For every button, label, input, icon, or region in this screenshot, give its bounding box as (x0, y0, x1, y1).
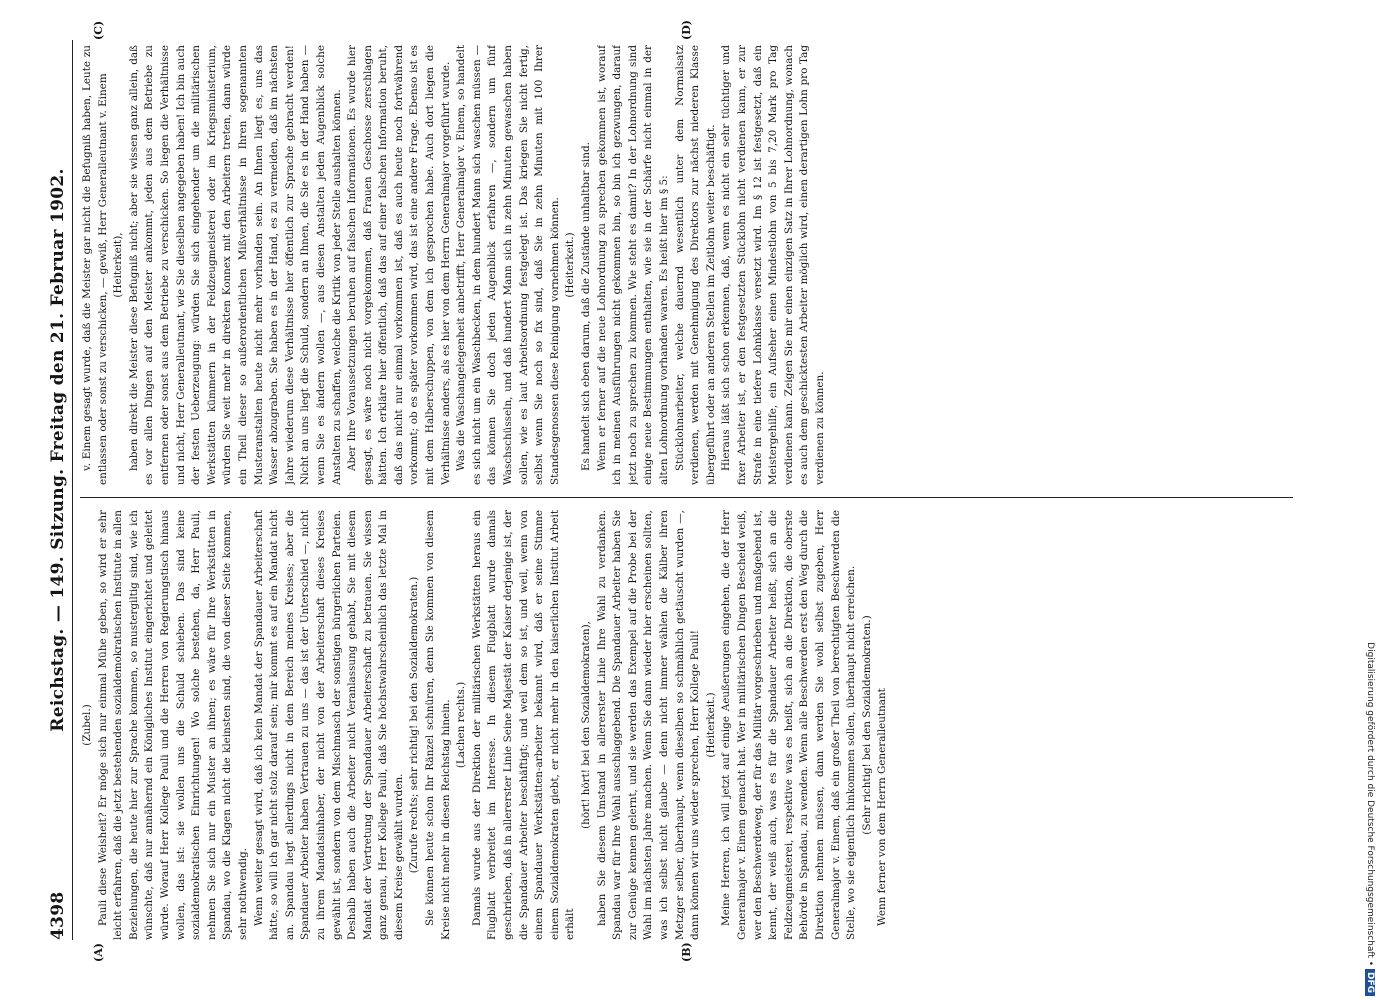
dfg-logo: DFG (1365, 969, 1375, 996)
right-paragraph: haben direkt die Meister diese Befugniß nicht; aber sie wissen ganz allein, daß es vor allen Dingen auf den Meister ankommt, jeden aus dem Betriebe zu entfernen oder sonst aus dem Betriebe zu verschicken. So liegen die Verhältnisse und nicht, Herr Generalleutnant, wie Sie dieselben angegeben haben! Ich bin auch der festen Ueberzeugung: würden Sie sich eingehender um die militärischen Werkstätten kümmern in der Feldzeugmeisterei oder im Kriegsministerium, würden Sie weit mehr in direkten Konnex mit den Arbeitern treten, dann würde ein Theil dieser so außerordentlichen Mißverhältnisse in Ihren sogenannten Musteranstalten heute nicht mehr vorhanden sein. An Ihnen liegt es, uns das Wasser abzugraben. Sie haben es in der Hand, es zu vermeiden, daß im nächsten Jahre wiederum diese Verhältnisse hier öffentlich zur Sprache gebracht werden! Nicht an uns liegt die Schuld, sondern an Ihnen, die Sie es in der Hand haben — wenn Sie es ändern wollen —, aus diesen Anstalten jeden Augenblick solche Anstalten zu schaffen, welche die Kritik von jeder Stelle aushalten können. (127, 45, 343, 485)
right-paragraph: Wenn er ferner auf die neue Lohnordnung zu sprechen gekommen ist, worauf ich in meinen Ausführungen nicht gekommen bin, so bin ich gezwungen, darauf jetzt noch zu sprechen zu kommen. Wie steht es damit? In der Lohnordnung sind einige neue Bestimmungen enthalten, wie sie in der Schärfe nicht einmal in der alten Lohnordnung vorhanden waren. Es heißt hier im § 5: (595, 45, 670, 485)
right-column (80, 45, 1293, 485)
left-paragraph: (Lachen rechts.) (455, 681, 468, 769)
left-paragraph: (Sehr richtig! bei den Sozialdemokraten.) (860, 615, 873, 835)
page-title: Reichstag. — 149. Sitzung. Freitag den 21. Februar 1902. (48, 168, 68, 732)
left-paragraph: (Heiterkeit.) (704, 692, 717, 758)
right-paragraph: Stücklohnarbeiter, welche dauernd wesentlich unter dem Normalsatz verdienen, werden mit Genehmigung des Direktors zur nächst niederen Klasse übergeführt oder an anderen Stellen im Zeitlohn weiter beschäftigt. (673, 45, 717, 485)
margin-mark-d: (D) (680, 20, 693, 40)
left-paragraph: Sie können heute schon Ihr Ränzel schnüren, denn Sie kommen von diesem Kreise nicht mehr in diesen Reichstag hinein. (424, 510, 452, 940)
left-paragraph: (Zurufe rechts; sehr richtig! bei den Sozialdemokraten.) (408, 576, 421, 874)
left-column (80, 510, 1293, 940)
left-paragraph: haben Sie diesem Umstand in allererster Linie Ihre Wahl zu verdanken. Spandau war für Ihre Wahl ausschlaggebend. Die Spandauer Arbeiter haben Sie zur Genüge kennen gelernt, und sie werden das Exempel auf die Probe bei der Wahl im nächsten Jahre machen. Wenn Sie dann wieder hier erscheinen sollten, was ich selbst nicht glaube — denn nicht immer wählen die Kälber ihren Metzger selber, überhaupt, wenn dieselben so schmählich getäuscht wurden —, dann können wir uns wieder sprechen, Herr Kollege Pauli! (595, 510, 702, 940)
page-number: 4398 (48, 891, 68, 940)
credit-strip (1363, 6, 1377, 996)
left-paragraph: Meine Herren, ich will jetzt auf einige Aeußerungen eingehen, die der Herr Generalmajor v. Einem gemacht hat. Wer in militärischen Dingen Bescheid weiß, wer den Beschwerdeweg, der für das Militär vorgeschrieben und maßgebend ist, kennt, der weiß auch, was es für die Spandauer Arbeiter heißt, sich an die Feldzeugmeisterei, respektive was es heißt, sich an die Direktion, die oberste Behörde in Spandau, zu wenden. Wenn alle Beschwerden erst den Weg durch die Direktion nehmen müssen, dann werden Sie wohl selbst zugeben, Herr Generalmajor v. Einem, daß ein großer Theil von berechtigten Beschwerden die Stelle, wo sie eigentlich hinkommen sollen, überhaupt nicht erreichen. (720, 510, 858, 940)
right-paragraph: Aber Ihre Voraussetzungen beruhen auf falschen Informationen. Es wurde hier gesagt, es wäre noch nicht vorgekommen, daß Frauen Geschosse zerschlagen hätten. Ich erkläre hier öffentlich, daß das auf einer falschen Information beruht, daß das nicht nur einmal vorkommen ist, daß es auch heute noch fortwährend vorkommt; ob es später vorkommen wird, das ist eine andere Frage. Ebenso ist es mit dem Halberschuppen, von dem ich gesprochen habe. Auch dort liegen die Verhältnisse anders, als es hier von dem Herrn Generalmajor vorgeführt wurde. (346, 45, 452, 485)
left-paragraph: Damals wurde aus der Direktion der militärischen Werkstätten heraus ein Flugblatt verbreitet im Interesse. In diesem Flugblatt wurde damals geschrieben, daß in allererster Linie Seine Majestät der Kaiser derjenige ist, der die Spandauer Arbeiter beschäftigt; und weil dem so ist, und weil, wenn von einem Spandauer Werkstätten-arbeiter bekannt wird, daß er seine Stimme einem Sozialdemokraten giebt, er nicht mehr in den kaiserlichen Institut Arbeit erhält (470, 510, 577, 940)
left-paragraph: (Zubel.) (81, 704, 93, 746)
margin-mark-a: (A) (92, 943, 105, 962)
left-paragraph: (hört! hört! bei den Sozialdemokraten), (580, 621, 592, 829)
right-paragraph: v. Einem gesagt wurde, daß die Meister gar nicht die Befugniß haben, Leute zu entlassen oder sonst zu verschicken, — gewiß, Herr Generalleutnant v. Einem (81, 45, 109, 485)
right-paragraph: Es handelt sich eben darum, daß die Zustände unhaltbar sind. (580, 142, 592, 471)
right-paragraph: Was die Waschangelegenheit anbetrifft, Herr Generalmajor v. Einem, so handelt es sich nicht um ein Waschbecken, in dem hundert Mann sich waschen müssen — das können Sie doch jeden Augenblick erfahren —, sondern um fünf Waschschüsseln, und daß hundert Mann sich in zehn Minuten gewaschen haben sollen, wie es laut Arbeitsordnung festgelegt ist. Das kriegen Sie nicht fertig, selbst wenn Sie noch so fix sind, daß Sie in zehn Minuten mit 100 Ihrer Standesgenossen diese Reinigung vornehmen können. (455, 45, 561, 485)
right-paragraph: (Heiterkeit.) (564, 232, 577, 298)
right-paragraph: Hieraus läßt sich schon erkennen, daß, wenn es nicht ein sehr tüchtiger und fixer Arbeiter ist, er den festgesetzten Stücklohn nicht verdienen kann, er zur Strafe in eine tiefere Lohnklasse versetzt wird. Im § 12 ist festgesetzt, daß ein Meistergehilfe, ein Aufseher einen Mindestlohn von 5 bis 7,20 Mark pro Tag verdienen kann. Zeigen Sie mir einen einzigen Satz in Ihrer Lohnordnung, wonach es auch dem geschicktesten Arbeiter möglich wird, einen derartigen Lohn pro Tag verdienen zu können. (720, 45, 826, 485)
credit-text: Digitalisierung gefördert durch die Deutsche Forschungsgemeinschaft • (1365, 642, 1375, 967)
right-paragraph: (Heiterkeit), (112, 232, 125, 298)
left-paragraph: Wenn weiter gesagt wird, daß ich kein Mandat der Spandauer Arbeiterschaft hätte, so will ich gar nicht stolz darauf sein; mir kommt es auf ein Mandat nicht an. Spandau liegt allerdings nicht in dem Bereich meines Kreises; aber die Spandauer Arbeiter haben Vertrauen zu uns — das ist der Unterschied —, nicht zu ihrem Mandatsinhaber, der nicht von der Arbeiterschaft dieses Kreises gewählt ist, sondern von dem Mischmasch der sonstigen bürgerlichen Parteien. Deshalb haben auch die Arbeiter nicht Veranlassung gehabt, Sie mit diesem Mandat der Vertretung der Spandauer Arbeiterschaft zu betrauen. Sie wissen ganz genau, Herr Kollege Pauli, daß Sie höchstwahrscheinlich das letzte Mal in diesem Kreise gewählt wurden. (252, 510, 405, 940)
margin-mark-b: (B) (680, 942, 693, 962)
column-divider (80, 497, 1293, 498)
page-header (46, 40, 73, 940)
left-paragraph: Wenn ferner von dem Herrn Generalleutnant (876, 688, 889, 926)
margin-mark-c: (C) (92, 20, 105, 40)
left-paragraph: Pauli diese Weisheit? Er möge sich nur einmal Mühe geben, so wird er sehr leicht erfahren, daß die jetzt bestehenden sozialdemokratischen Institute in allen Beziehungen, die heute hier zur Sprache kommen, so mustergiltig sind, wie ich wünschte, daß nur annähernd ein Königliches Institut eingerichtet und geleitet würde. Worauf Herr Kollege Pauli und die Herren von Regierungstisch hinaus wollen, das ist: sie wollen uns die Schuld schieben. Das sind keine sozialdemokratischen Einrichtungen! Wo solche bestehen, da, Herr Pauli, nehmen Sie sich nur ein Muster an ihnen; es wäre für Ihre Werkstätten in Spandau, wo die Klagen nicht die kleinsten sind, die von dieser Seite kommen, sehr nothwendig. (96, 510, 249, 940)
